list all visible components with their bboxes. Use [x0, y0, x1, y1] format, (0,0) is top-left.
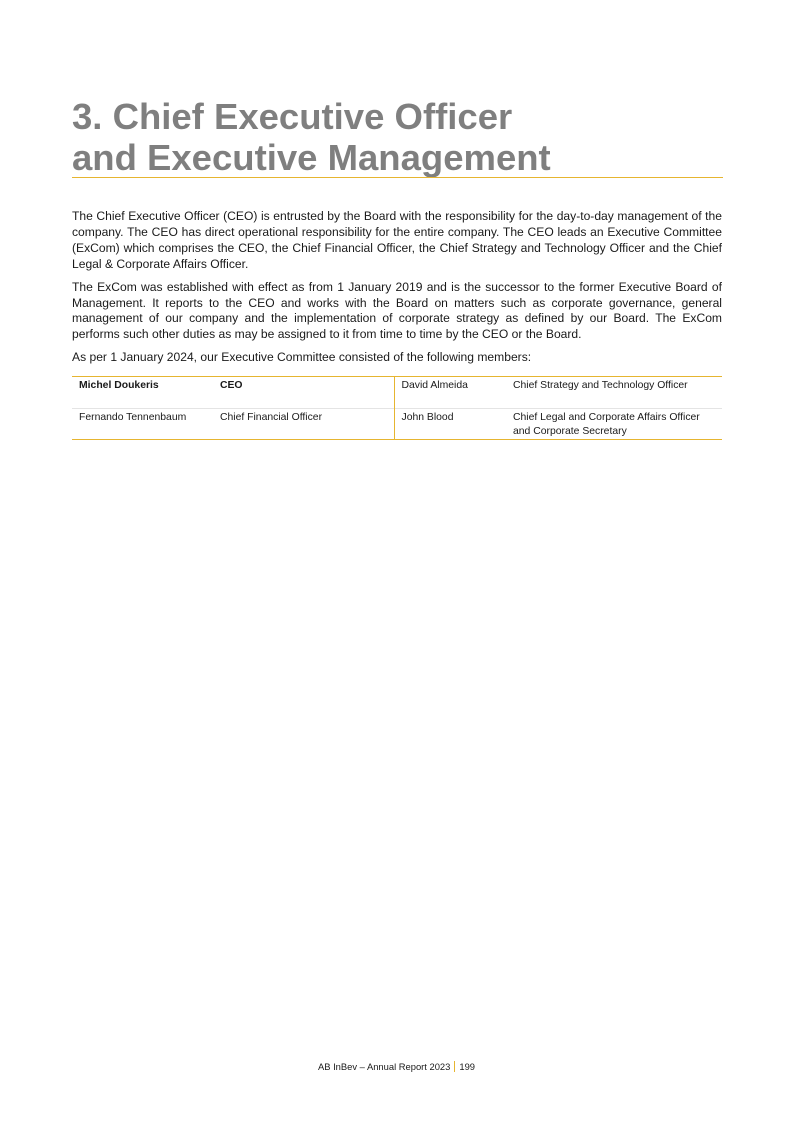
footer-separator [454, 1061, 455, 1072]
footer-report-title: AB InBev – Annual Report 2023 [317, 1061, 451, 1072]
paragraph-ceo-role: The Chief Executive Officer (CEO) is entrusted by the Board with the responsibility for the day-to-day management of the company. The CEO has direct operational responsibility for the entire company. The CEO leads an Executive Committee (ExCom) which comprises the CEO, the Chief Financial Officer, the Chief Strategy and Technology Officer and the Chief Legal & Corporate Affairs Officer. [72, 209, 722, 271]
member-name: John Blood [394, 409, 506, 440]
page-title-line-2: and Executive Management [72, 137, 551, 178]
page-footer [0, 1061, 793, 1072]
member-role: Chief Financial Officer [213, 409, 394, 440]
title-underline [72, 177, 723, 178]
member-name: David Almeida [394, 377, 506, 409]
member-role: CEO [213, 377, 394, 409]
page-title [72, 96, 722, 178]
excom-members-table [72, 376, 722, 440]
page-number: 199 [459, 1061, 476, 1072]
table-row [72, 377, 722, 409]
paragraph-members-intro: As per 1 January 2024, our Executive Committee consisted of the following members: [72, 350, 532, 365]
member-role: Chief Strategy and Technology Officer [506, 377, 722, 409]
table-row [72, 409, 722, 440]
member-name: Michel Doukeris [72, 377, 213, 409]
paragraph-excom: The ExCom was established with effect as from 1 January 2019 and is the successor to the former Executive Board of Management. It reports to the CEO and works with the Board on matters such as corporate governance, general management of our company and the implementation of corporate strategy as defined by our Board. The ExCom performs such other duties as may be assigned to it from time to time by the CEO or the Board. [72, 279, 722, 342]
member-role: Chief Legal and Corporate Affairs Officer and Corporate Secretary [506, 409, 722, 440]
page-title-line-1: 3. Chief Executive Officer [72, 96, 513, 137]
body-text [72, 209, 722, 373]
member-name: Fernando Tennenbaum [72, 409, 213, 440]
